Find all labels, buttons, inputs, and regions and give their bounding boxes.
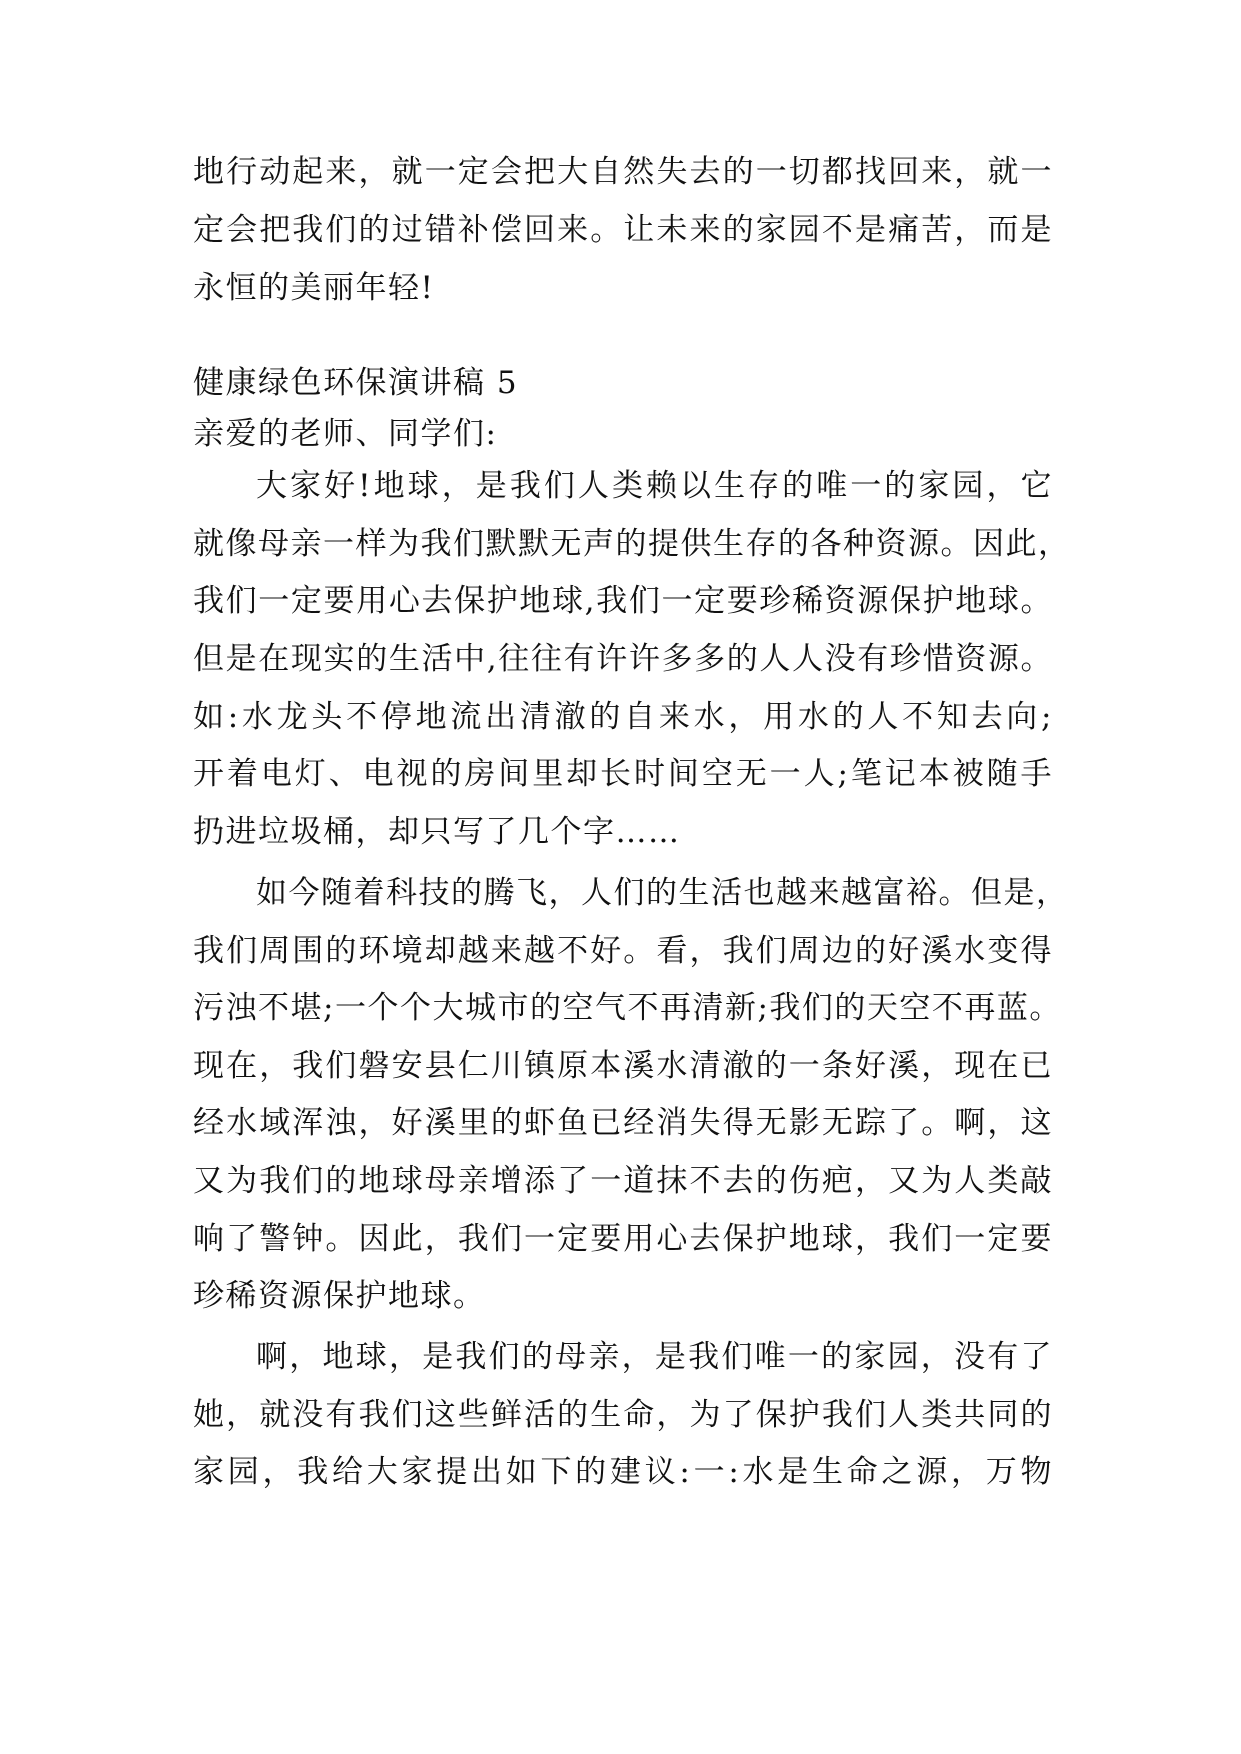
text-line: 永恒的美丽年轻! [193,270,435,306]
text-line: 定会把我们的过错补偿回来。让未来的家园不是痛苦，而是 [193,212,1053,248]
text-line: 就像母亲一样为我们默默无声的提供生存的各种资源。因此， [193,526,1071,562]
text-line: 如:水龙头不停地流出清澈的自来水，用水的人不知去向; [193,699,1053,735]
text-line: 我们一定要用心去保护地球,我们一定要珍稀资源保护地球。 [193,583,1053,619]
text-line: 我们周围的环境却越来越不好。看，我们周边的好溪水变得 [193,933,1053,969]
text-line: 家园，我给大家提出如下的建议:一:水是生命之源，万物 [193,1454,1053,1490]
section-heading: 健康绿色环保演讲稿 5 [193,365,519,401]
text-line: 啊，地球，是我们的母亲，是我们唯一的家园，没有了 [256,1339,1053,1375]
text-line: 污浊不堪;一个个大城市的空气不再清新;我们的天空不再蓝。 [193,990,1062,1026]
salutation: 亲爱的老师、同学们: [193,416,498,452]
text-line: 现在，我们磐安县仁川镇原本溪水清澈的一条好溪，现在已 [193,1048,1053,1084]
text-line: 开着电灯、电视的房间里却长时间空无一人;笔记本被随手 [193,756,1053,792]
text-line: 但是在现实的生活中,往往有许许多多的人人没有珍惜资源。 [193,641,1053,677]
text-line: 大家好!地球，是我们人类赖以生存的唯一的家园，它 [256,468,1053,504]
text-line: 她，就没有我们这些鲜活的生命，为了保护我们人类共同的 [193,1397,1053,1433]
text-line: 扔进垃圾桶，却只写了几个字…… [193,814,681,850]
text-line: 响了警钟。因此，我们一定要用心去保护地球，我们一定要 [193,1221,1053,1257]
text-line: 珍稀资源保护地球。 [193,1278,486,1314]
text-line: 又为我们的地球母亲增添了一道抹不去的伤疤，又为人类敲 [193,1163,1053,1199]
text-line: 经水域浑浊，好溪里的虾鱼已经消失得无影无踪了。啊，这 [193,1105,1053,1141]
text-line: 地行动起来，就一定会把大自然失去的一切都找回来，就一 [193,154,1053,190]
text-line: 如今随着科技的腾飞，人们的生活也越来越富裕。但是， [256,875,1069,911]
